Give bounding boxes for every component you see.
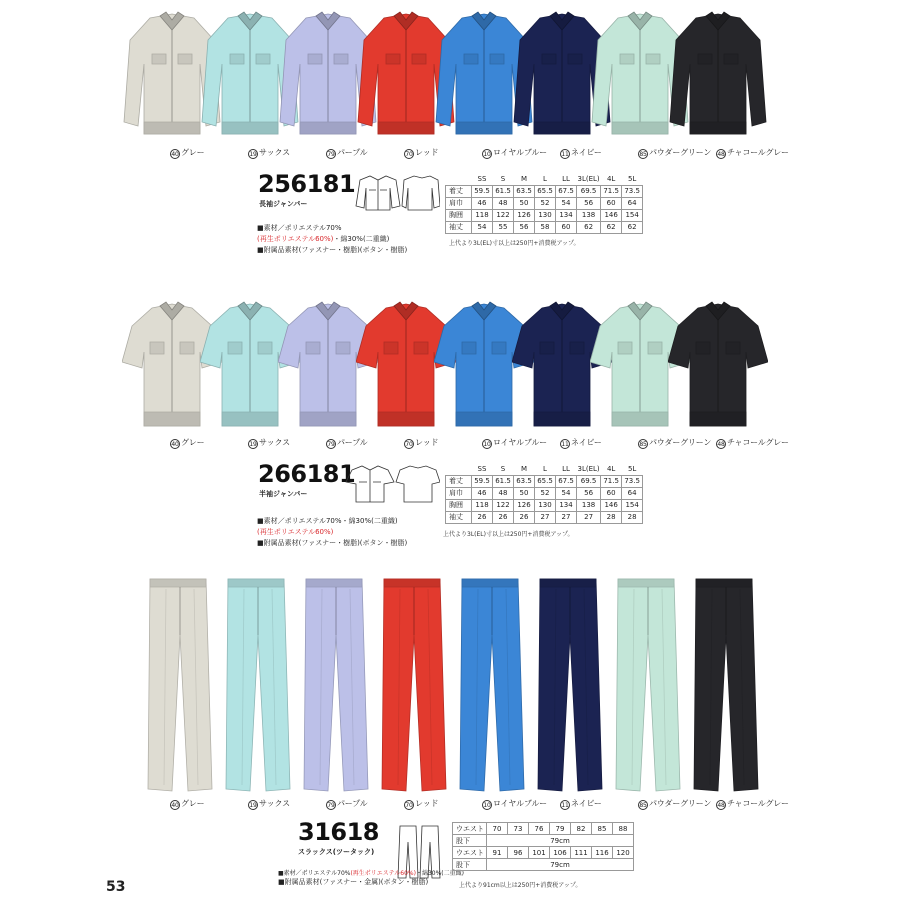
table-row: 股下 79cm <box>453 835 634 847</box>
color-caption-70 <box>404 147 438 159</box>
color-caption-48 <box>716 798 789 810</box>
size-header: 3L(EL) <box>577 463 601 475</box>
color-name: サックス <box>259 148 290 157</box>
color-caption-85 <box>638 147 711 159</box>
color-caption-40 <box>170 798 204 810</box>
color-number: 19 <box>249 151 257 158</box>
color-number: 11 <box>561 151 569 158</box>
color-number: 85 <box>639 151 647 158</box>
short-jumper-material: ■素材／ポリエステル70%・綿30%(二重織) (再生ポリエステル60%) ■附属品素材(ファスナー・樹脂)(ボタン・樹脂) <box>257 517 408 547</box>
color-caption-10 <box>482 437 547 449</box>
size-header: 5L <box>622 463 643 475</box>
slacks-material: ■素材／ポリエステル70%(再生ポリエステル60%)・綿30%(二重織) ■附属品素材(ファスナー・金属)(ボタン・樹脂) <box>278 870 464 886</box>
color-caption-40 <box>170 147 204 159</box>
table-row: 袖丈 26 26 26 27 27 27 28 28 <box>446 511 643 523</box>
size-header: S <box>493 463 514 475</box>
color-caption-11 <box>560 147 602 159</box>
slacks-price-note: 上代より91cm以上は250円+消費税アップ。 <box>459 882 582 889</box>
color-caption-10 <box>482 798 547 810</box>
color-number: 70 <box>405 151 413 158</box>
long-jumper-size-table <box>445 173 643 234</box>
short-jumper-product-code: 266181 <box>258 460 356 488</box>
color-caption-85 <box>638 798 711 810</box>
short-jumper-size-table <box>445 463 643 524</box>
garment-85 <box>610 575 690 799</box>
table-row: ウエスト 70 73 76 79 82 85 88 <box>453 823 634 835</box>
color-number: 10 <box>483 151 491 158</box>
garment-48 <box>668 296 768 440</box>
color-number: 85 <box>639 802 647 809</box>
color-number: 70 <box>405 441 413 448</box>
long-jumper-product-type: 長袖ジャンパー <box>259 200 308 208</box>
color-caption-48 <box>716 147 789 159</box>
garment-19 <box>220 575 300 799</box>
color-name: ネイビー <box>571 438 602 447</box>
color-caption-19 <box>248 147 290 159</box>
color-number: 40 <box>171 441 179 448</box>
color-number: 10 <box>483 802 491 809</box>
color-caption-48 <box>716 437 789 449</box>
size-header: 4L <box>601 463 622 475</box>
color-name: グレー <box>181 148 205 157</box>
color-name: チャコールグレー <box>727 148 789 157</box>
color-number: 85 <box>639 441 647 448</box>
color-number: 11 <box>561 441 569 448</box>
color-name: ネイビー <box>571 799 602 808</box>
color-number: 19 <box>249 802 257 809</box>
color-name: レッド <box>415 148 439 157</box>
color-name: ロイヤルブルー <box>493 438 547 447</box>
short-jumper-line-drawing <box>340 462 440 506</box>
short-jumper-product-type: 半袖ジャンパー <box>259 490 308 498</box>
color-name: パウダーグリーン <box>649 799 712 808</box>
short-jumper-price-note: 上代より3L(EL)寸以上は250円+消費税アップ。 <box>443 531 574 538</box>
color-number: 79 <box>327 441 335 448</box>
table-row: ウエスト 91 96 101 106 111 116 120 <box>453 847 634 859</box>
color-caption-79 <box>326 798 367 810</box>
garment-79 <box>298 575 378 799</box>
color-caption-70 <box>404 437 438 449</box>
size-header: SS <box>472 463 493 475</box>
garment-48 <box>688 575 768 799</box>
color-name: パウダーグリーン <box>649 148 712 157</box>
color-caption-85 <box>638 437 711 449</box>
color-name: レッド <box>415 799 439 808</box>
color-name: チャコールグレー <box>727 438 789 447</box>
color-number: 40 <box>171 151 179 158</box>
size-header: LL <box>556 173 577 185</box>
long-jumper-line-drawing <box>348 172 440 214</box>
long-jumper-price-note: 上代より3L(EL)寸以上は250円+消費税アップ。 <box>449 240 580 247</box>
color-number: 48 <box>717 151 725 158</box>
size-header: 3L(EL) <box>577 173 601 185</box>
color-number: 48 <box>717 802 725 809</box>
color-number: 10 <box>483 441 491 448</box>
color-caption-10 <box>482 147 547 159</box>
long-jumper-product-code: 256181 <box>258 170 356 198</box>
color-name: グレー <box>181 438 205 447</box>
color-name: ロイヤルブルー <box>493 148 547 157</box>
table-row: 股下 79cm <box>453 859 634 871</box>
color-caption-11 <box>560 437 602 449</box>
color-name: サックス <box>259 799 290 808</box>
size-header: L <box>535 463 556 475</box>
slacks-product-type: スラックス(ツータック) <box>298 848 375 856</box>
garment-11 <box>532 575 612 799</box>
table-row: 着丈 59.5 61.5 63.5 65.5 67.5 69.5 71.5 73.5 <box>446 475 643 487</box>
table-row: 胸囲 118 122 126 130 134 138 146 154 <box>446 209 643 221</box>
garment-48 <box>668 4 768 148</box>
color-caption-11 <box>560 798 602 810</box>
table-row: 着丈 59.5 61.5 63.5 65.5 67.5 69.5 71.5 73.5 <box>446 185 643 197</box>
garment-40 <box>142 575 222 799</box>
color-name: サックス <box>259 438 290 447</box>
size-header: LL <box>556 463 577 475</box>
color-name: パープル <box>337 148 368 157</box>
color-name: ネイビー <box>571 148 602 157</box>
color-number: 48 <box>717 441 725 448</box>
color-number: 79 <box>327 151 335 158</box>
size-header: 4L <box>601 173 622 185</box>
table-row: 袖丈 54 55 56 58 60 62 62 62 <box>446 221 643 233</box>
color-caption-70 <box>404 798 438 810</box>
long-jumper-material: ■素材／ポリエステル70% (再生ポリエステル60%)・綿30%(二重織) ■附属品素材(ファスナー・樹脂)(ボタン・樹脂) <box>257 224 408 254</box>
size-header: M <box>514 463 535 475</box>
color-number: 11 <box>561 802 569 809</box>
color-name: レッド <box>415 438 439 447</box>
table-row: 肩巾 46 48 50 52 54 56 60 64 <box>446 197 643 209</box>
size-header: SS <box>472 173 493 185</box>
slacks-size-table <box>452 822 634 871</box>
size-header: L <box>535 173 556 185</box>
size-header: 5L <box>622 173 643 185</box>
color-caption-79 <box>326 437 367 449</box>
slacks-product-code: 31618 <box>298 818 379 846</box>
color-number: 79 <box>327 802 335 809</box>
color-number: 40 <box>171 802 179 809</box>
color-caption-40 <box>170 437 204 449</box>
garment-70 <box>376 575 456 799</box>
color-name: ロイヤルブルー <box>493 799 547 808</box>
color-name: パウダーグリーン <box>649 438 712 447</box>
garment-10 <box>454 575 534 799</box>
color-caption-79 <box>326 147 367 159</box>
color-caption-19 <box>248 798 290 810</box>
page-number: 53 <box>106 879 126 895</box>
color-caption-19 <box>248 437 290 449</box>
color-name: パープル <box>337 799 368 808</box>
color-name: グレー <box>181 799 205 808</box>
table-row: 胸囲 118 122 126 130 134 138 146 154 <box>446 499 643 511</box>
size-header: S <box>493 173 514 185</box>
table-row: 肩巾 46 48 50 52 54 56 60 64 <box>446 487 643 499</box>
color-number: 19 <box>249 441 257 448</box>
color-number: 70 <box>405 802 413 809</box>
color-name: パープル <box>337 438 368 447</box>
size-header: M <box>514 173 535 185</box>
color-name: チャコールグレー <box>727 799 789 808</box>
